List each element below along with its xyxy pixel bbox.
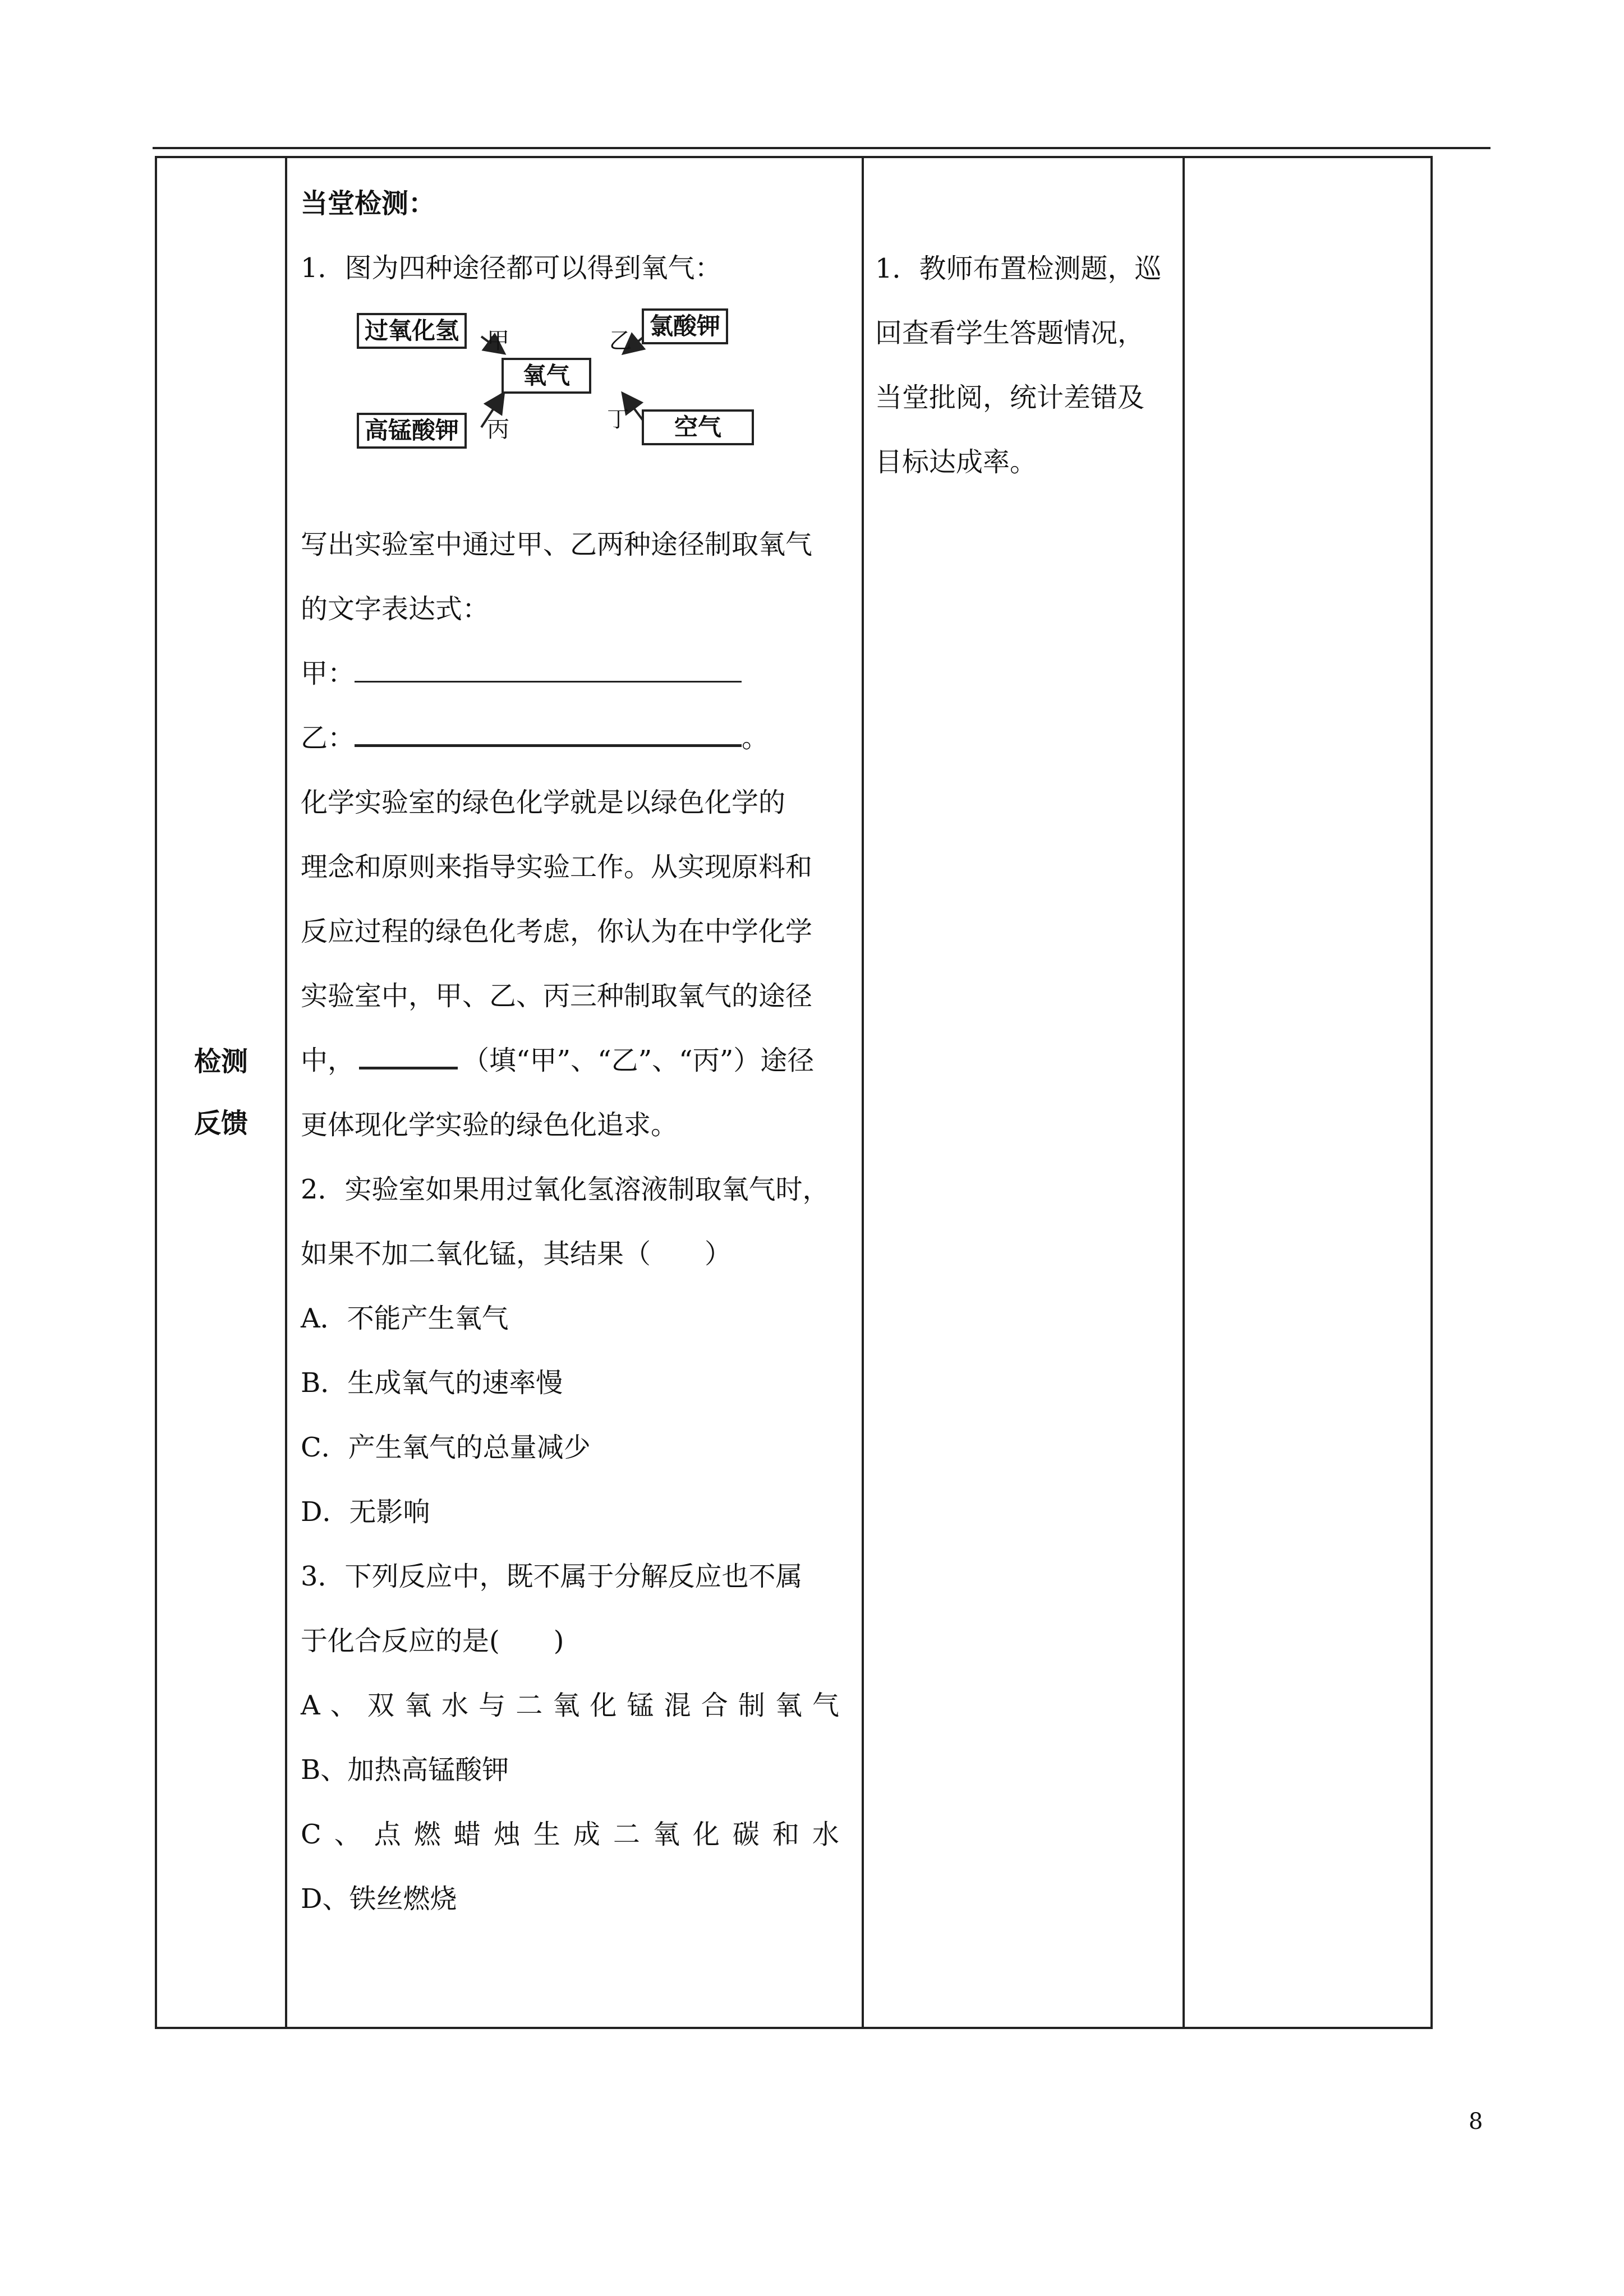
fill-suffix: （填“甲”、“乙”、“丙”）途径 — [462, 1045, 815, 1076]
q1-stem: 1．图为四种途径都可以得到氧气： — [301, 252, 722, 284]
q3-stem-line: 于化合反应的是( ) — [301, 1625, 564, 1657]
q1-paragraph-line: 反应过程的绿色化考虑，你认为在中学化学 — [301, 916, 813, 947]
route-label-ding: 丁 — [607, 407, 629, 432]
q3-option-c: C 、 点 燃 蜡 烛 生 成 二 氧 化 碳 和 水 — [301, 1819, 839, 1850]
answer-yi-blank[interactable] — [355, 727, 742, 747]
q2-option-b: B．生成氧气的速率慢 — [301, 1367, 563, 1399]
route-label-jia: 甲 — [487, 328, 509, 354]
lesson-table — [155, 156, 1433, 2029]
q1-answer-jia — [301, 642, 850, 706]
answer-yi-end: 。 — [742, 722, 769, 754]
source-box-potassium-permanganate: 高锰酸钾 — [357, 413, 467, 449]
header-rule — [153, 147, 1490, 149]
section-heading: 当堂检测： — [301, 188, 436, 219]
q2-option-d: D．无影响 — [301, 1496, 430, 1528]
section-label — [194, 1031, 248, 1154]
teacher-activity-cell — [863, 157, 1184, 2028]
teacher-activity-line: 回查看学生答题情况， — [875, 317, 1145, 349]
section-label-cell — [156, 157, 286, 2028]
q1-paragraph-line: 实验室中，甲、乙、丙三种制取氧气的途径 — [301, 980, 813, 1012]
center-box-oxygen: 氧气 — [502, 358, 591, 394]
page-number: 8 — [1469, 2109, 1483, 2134]
q1-prompt-line: 的文字表达式： — [301, 593, 490, 625]
green-route-blank[interactable] — [359, 1050, 458, 1069]
exercise-cell — [286, 157, 863, 2028]
answer-jia-label: 甲： — [301, 658, 355, 689]
q1-paragraph-line: 理念和原则来指导实验工作。从实现原料和 — [301, 851, 813, 883]
teacher-activity-line: 目标达成率。 — [875, 446, 1037, 478]
route-label-bing: 丙 — [487, 417, 509, 442]
section-label-line: 检测 — [194, 1046, 248, 1077]
route-label-yi: 乙 — [609, 328, 632, 354]
q1-answer-yi — [301, 706, 850, 771]
q1-fill-line — [301, 1029, 850, 1093]
q3-option-d: D、铁丝燃烧 — [301, 1883, 457, 1915]
q2-stem-line: 2．实验室如果用过氧化氢溶液制取氧气时， — [301, 1174, 830, 1205]
q3-stem-line: 3．下列反应中，既不属于分解反应也不属 — [301, 1561, 803, 1592]
answer-yi-label: 乙： — [301, 722, 355, 754]
answer-jia-blank[interactable] — [355, 664, 742, 683]
q2-stem-line: 如果不加二氧化锰，其结果（ ） — [301, 1238, 732, 1270]
source-box-potassium-chlorate: 氯酸钾 — [642, 308, 728, 344]
source-box-air: 空气 — [642, 409, 754, 445]
q1-paragraph-end: 更体现化学实验的绿色化追求。 — [301, 1109, 678, 1141]
q3-option-b: B、加热高锰酸钾 — [301, 1754, 509, 1786]
q3-option-a: A 、 双 氧 水 与 二 氧 化 锰 混 合 制 氧 气 — [301, 1690, 839, 1721]
q2-option-a: A．不能产生氧气 — [301, 1303, 509, 1334]
teacher-activity-line: 当堂批阅，统计差错及 — [875, 382, 1145, 413]
q2-option-c: C．产生氧气的总量减少 — [301, 1432, 591, 1463]
teacher-activity-line: 1．教师布置检测题，巡 — [875, 253, 1162, 284]
q1-prompt-line: 写出实验室中通过甲、乙两种途径制取氧气 — [301, 529, 813, 560]
q1-paragraph-line: 化学实验室的绿色化学就是以绿色化学的 — [301, 787, 786, 818]
source-box-hydrogen-peroxide: 过氧化氢 — [357, 313, 467, 349]
oxygen-routes-diagram — [357, 301, 783, 469]
empty-notes-cell — [1184, 157, 1432, 2028]
fill-prefix: 中， — [301, 1045, 355, 1076]
section-label-line: 反馈 — [194, 1108, 248, 1139]
